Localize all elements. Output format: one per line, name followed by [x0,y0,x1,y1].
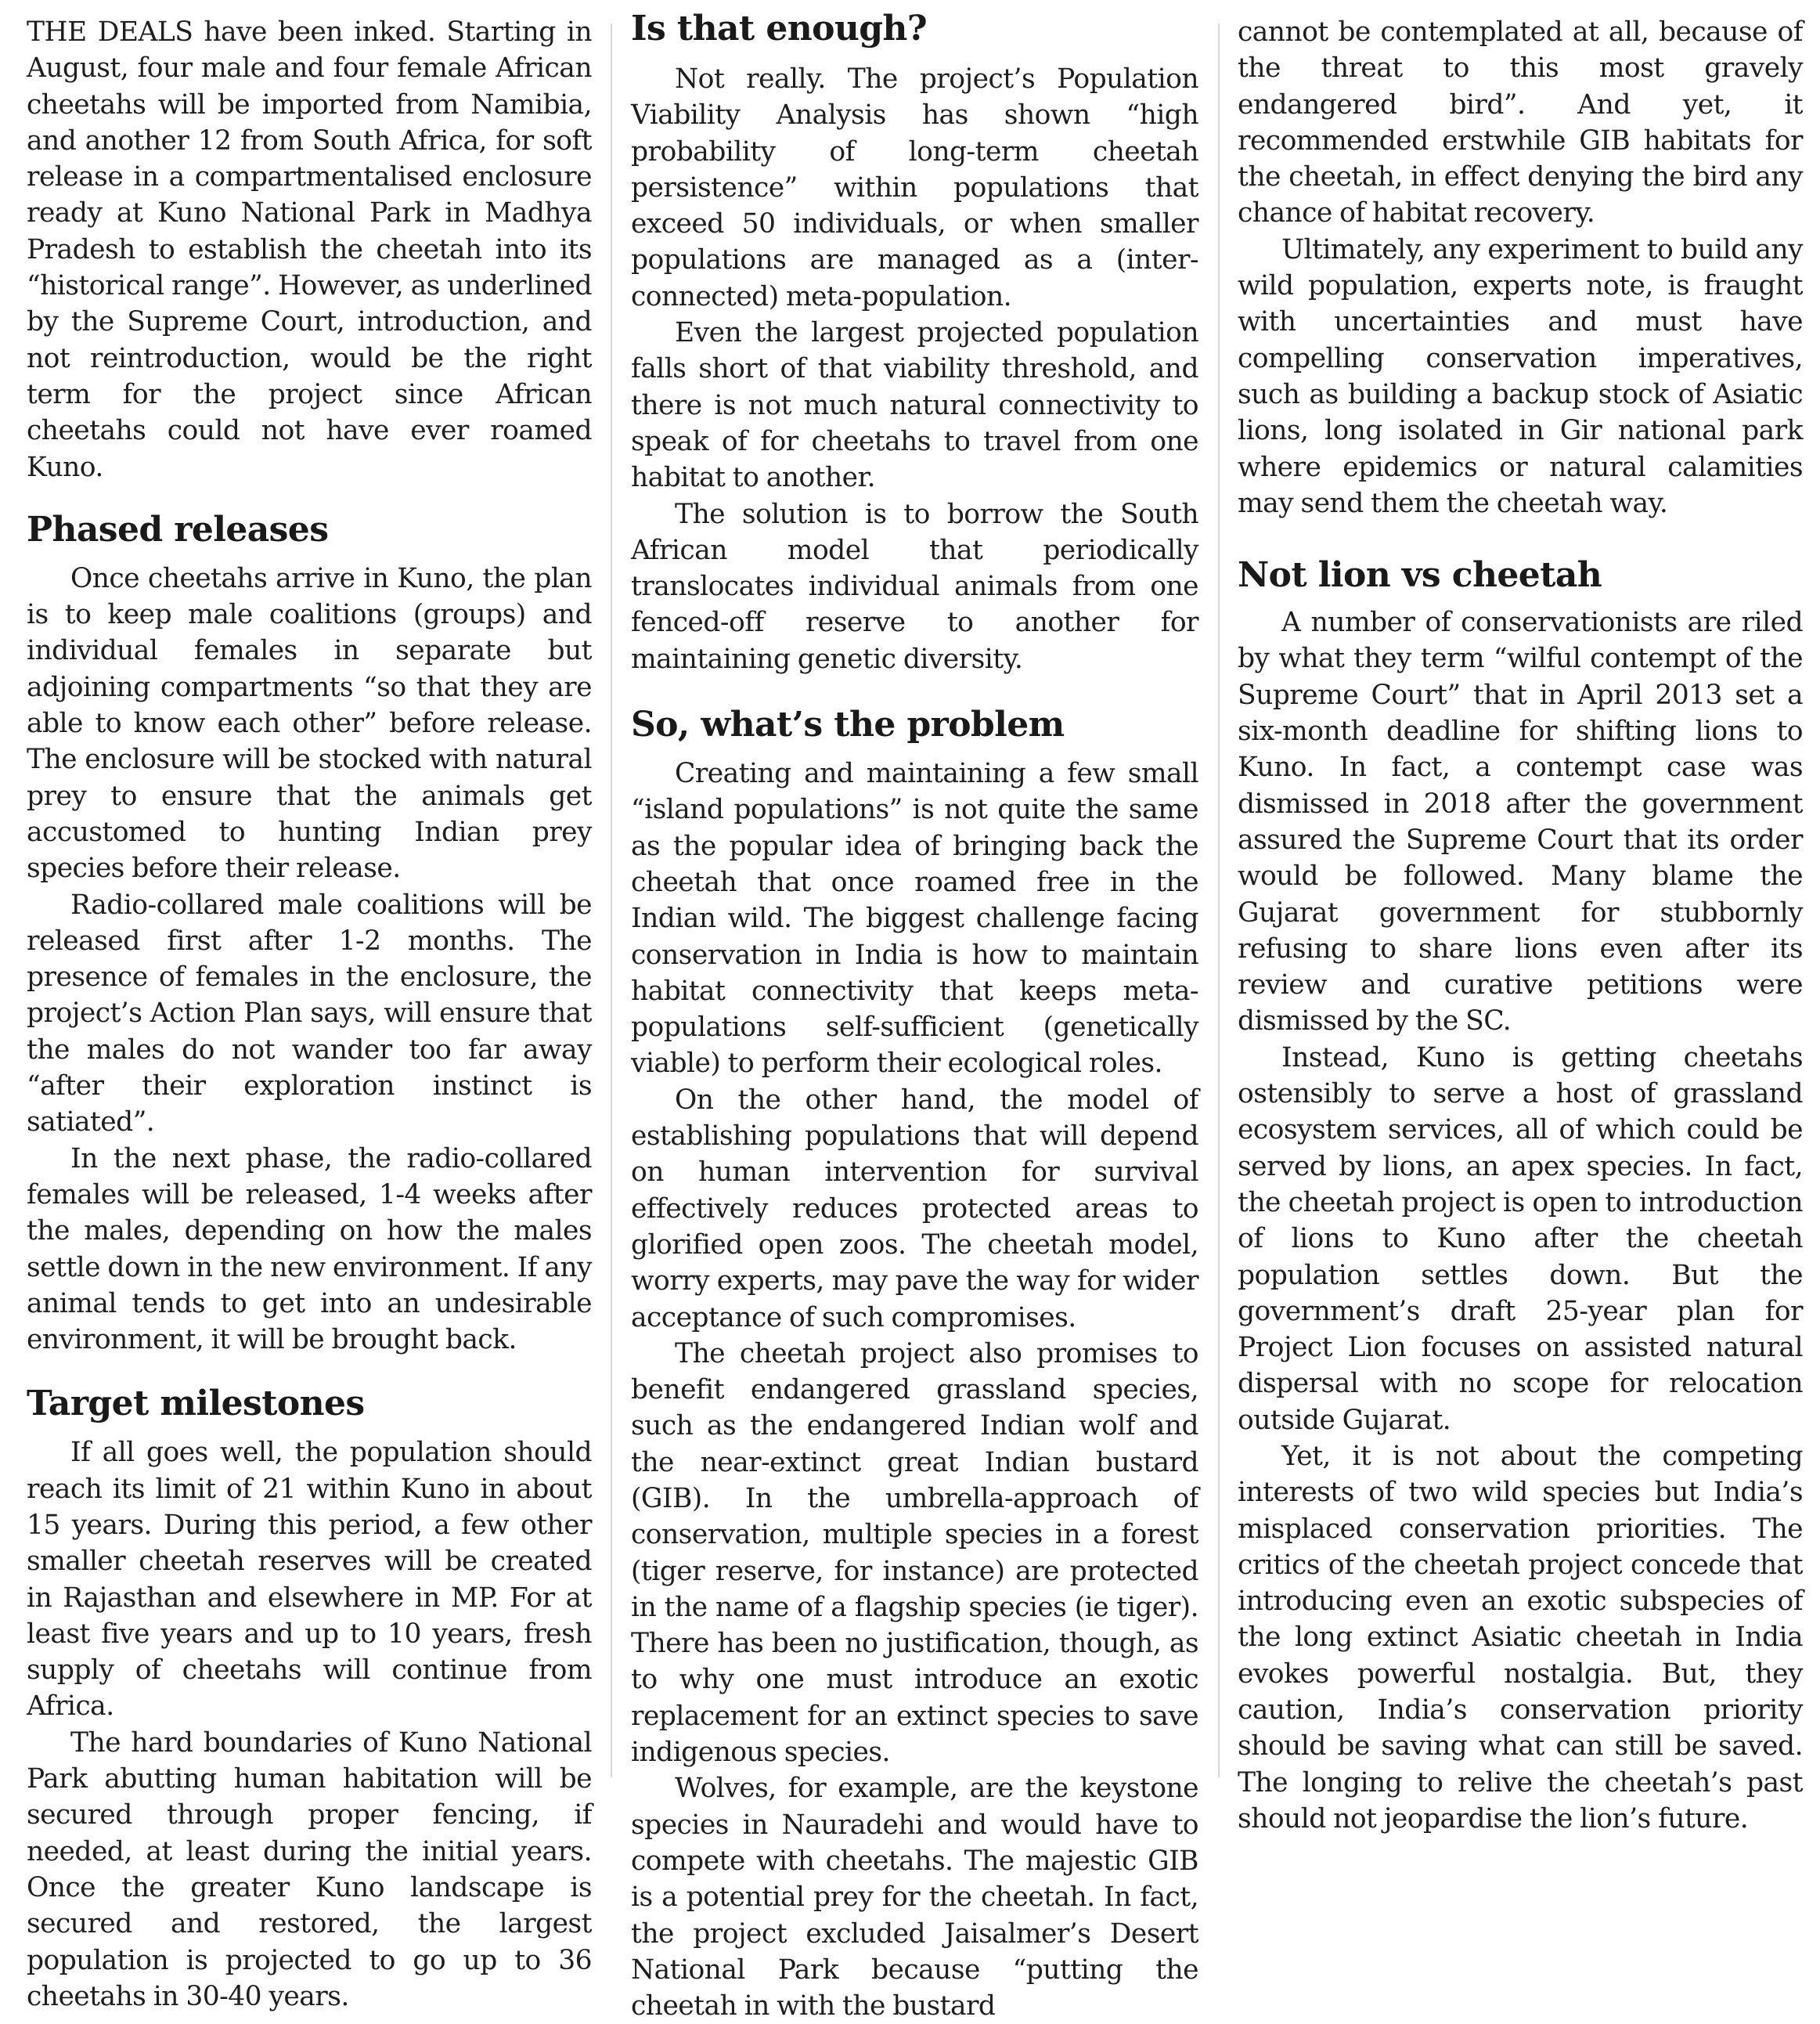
heading-target-milestones: Target milestones [27,1384,365,1424]
body-paragraph: Ultimately, any experiment to build any wild population, experts note, is fraught with uncertainties and must have compelling conservation imperatives, such as building a backup stock of Asiatic lions, long isolated in Gir national park where epidemics or natural calamities may send them the cheetah way. [1238,233,1803,519]
body-paragraph: The cheetah project also promises to benefit endangered grassland species, such as the endangered Indian wolf and the near-extinct great Indian bustard (GIB). In the umbrella-approach of conservation, multiple species in a forest (tiger reserve, for instance) are protected in the name of a flagship species (ie tiger). There has been no justification, though, as to why one must introduce an exotic replacement for an extinct species to save indigenous species. [631,1337,1198,1769]
column-1 [27,14,592,2012]
column-divider [1218,23,1220,1777]
body-paragraph-continued: cannot be contemplated at all, because of the threat to this most gravely endangered bird”. And yet, it recommended erstwhile GIB habitats for the cheetah, in effect denying the bird any chance of habitat recovery. [1238,16,1803,229]
body-paragraph: Creating and maintaining a few small “island populations” is not quite the same as the popular idea of bringing back the cheetah that once roamed free in the Indian wild. The biggest challenge facing conservation in India is how to maintain habitat connectivity that keeps meta-populations self-sufficient (genetically viable) to perform their ecological roles. [631,758,1198,1080]
body-paragraph: If all goes well, the population should reach its limit of 21 within Kuno in about 15 years. During this period, a few other smaller cheetah reserves will be created in Rajasthan and elsewhere in MP. For at least five years and up to 10 years, fresh supply of cheetahs will continue from Africa. [27,1437,592,1723]
body-paragraph: Not really. The project’s Population Viability Analysis has shown “high probability of long-term cheetah persistence” within populations that exceed 50 individuals, or when smaller populations are managed as a (inter-connected) meta-population. [631,63,1198,312]
body-paragraph: On the other hand, the model of establishing populations that will depend on human intervention for survival effectively reduces protected areas to glorified open zoos. The cheetah model, worry experts, may pave the way for wider acceptance of such compromises. [631,1084,1198,1333]
body-paragraph: The hard boundaries of Kuno National Park abutting human habitation will be secured through proper fencing, if needed, at least during the initial years. Once the greater Kuno landscape is secured and restored, the largest population is projected to go up to 36 cheetahs in 30-40 years. [27,1726,592,2012]
heading-is-that-enough: Is that enough? [631,9,927,49]
heading-not-lion-vs-cheetah: Not lion vs cheetah [1238,555,1602,596]
body-paragraph: Once cheetahs arrive in Kuno, the plan is to keep male coalitions (groups) and individual females in separate but adjoining compartments “so that they are able to know each other” before release. The enclosure will be stocked with natural prey to ensure that the animals get accustomed to hunting Indian prey species before their release. [27,562,592,885]
column-divider [611,23,612,1777]
column-3 [1238,14,1803,1835]
body-paragraph: Instead, Kuno is getting cheetahs ostensibly to serve a host of grassland ecosystem services, all of which could be served by lions, an apex species. In fact, the cheetah project is open to introduction of lions to Kuno after the cheetah population settles down. But the government’s draft 25-year plan for Project Lion focuses on assisted natural dispersal with no scope for relocation outside Gujarat. [1238,1041,1803,1436]
body-paragraph: The solution is to borrow the South African model that periodically translocates individual animals from one fenced-off reserve to another for maintaining genetic diversity. [631,498,1198,675]
heading-whats-the-problem: So, what’s the problem [631,705,1065,745]
body-paragraph: Even the largest projected population falls short of that viability threshold, and there is not much natural connectivity to speak of for cheetahs to travel from one habitat to another. [631,317,1198,494]
body-paragraph: A number of conservationists are riled by what they term “wilful contempt of the Supreme Court” that in April 2013 set a six-month deadline for shifting lions to Kuno. In fact, a contempt case was dismissed in 2018 after the government assured the Supreme Court that its order would be followed. Many blame the Gujarat government for stubbornly refusing to share lions even after its review and curative petitions were dismissed by the SC. [1238,607,1803,1037]
column-2 [631,9,1198,2022]
body-paragraph: Radio-collared male coalitions will be released first after 1-2 months. The presence of females in the enclosure, the project’s Action Plan says, will ensure that the males do not wander too far away “after their exploration instinct is satiated”. [27,889,592,1138]
heading-phased-releases: Phased releases [27,509,329,550]
intro-paragraph: THE DEALS have been inked. Starting in August, four male and four female African cheetahs will be imported from Namibia, and another 12 from South Africa, for soft release in a compartmentalised enclosure ready at Kuno National Park in Madhya Pradesh to establish the cheetah into its “historical range”. However, as underlined by the Supreme Court, introduction, and not reintroduction, would be the right term for the project since African cheetahs could not have ever roamed Kuno. [27,16,592,483]
body-paragraph: Wolves, for example, are the keystone species in Nauradehi and would have to compete with cheetahs. The majestic GIB is a potential prey for the cheetah. In fact, the project excluded Jaisalmer’s Desert National Park because “putting the cheetah in with the bustard [631,1773,1198,2022]
body-paragraph: In the next phase, the radio-collared females will be released, 1-4 weeks after the males, depending on how the males settle down in the new environment. If any animal tends to get into an undesirable environment, it will be brought back. [27,1142,592,1356]
body-paragraph: Yet, it is not about the competing interests of two wild species but India’s misplaced conservation priorities. The critics of the cheetah project concede that introducing even an exotic subspecies of the long extinct Asiatic cheetah in India evokes powerful nostalgia. But, they caution, India’s conservation priority should be saving what can still be saved. The longing to relive the cheetah’s past should not jeopardise the lion’s future. [1238,1440,1803,1835]
